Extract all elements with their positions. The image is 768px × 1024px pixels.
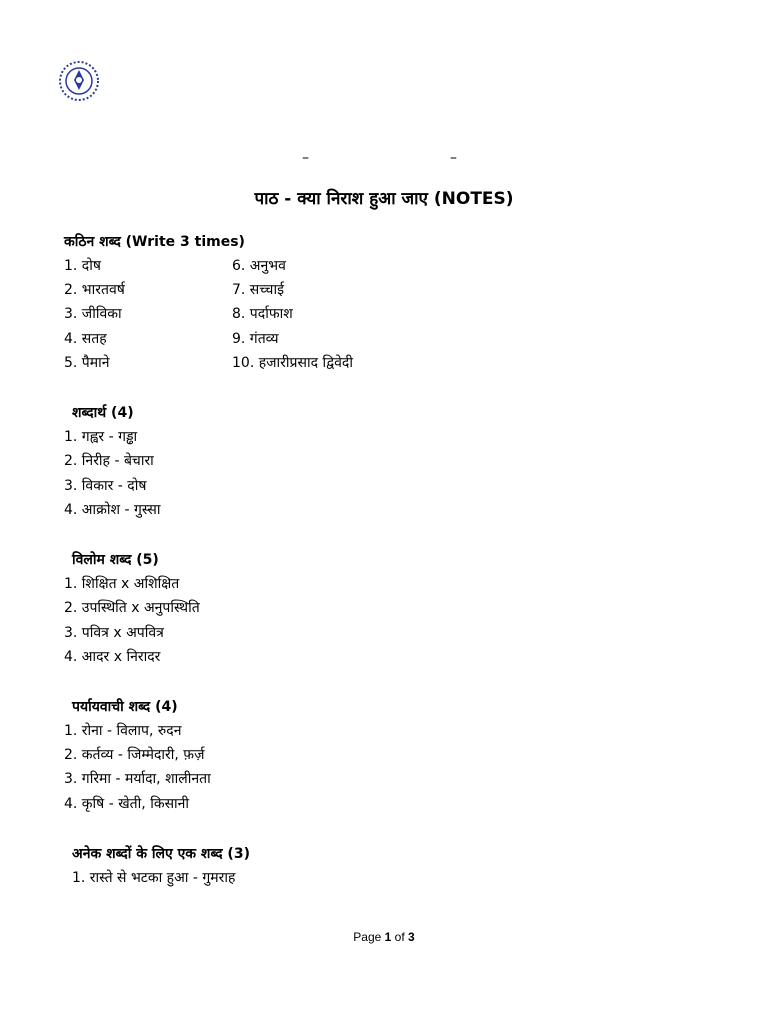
page-label: Page [353, 930, 382, 944]
list-item: 7. सच्चाई [232, 282, 284, 298]
list-item: 8. पर्दाफाश [232, 306, 293, 322]
list-item: 2. उपस्थिति x अनुपस्थिति [64, 600, 200, 616]
list-item: 2. निरीह - बेचारा [64, 453, 154, 469]
list-item: 9. गंतव्य [232, 331, 279, 347]
anek-heading: अनेक शब्दों के लिए एक शब्द (3) [72, 846, 250, 862]
list-item: 1. शिक्षित x अशिक्षित [64, 576, 180, 592]
header-dash-left: – [302, 150, 309, 166]
list-item: 4. आक्रोश - गुस्सा [64, 502, 161, 518]
vilom-heading: विलोम शब्द (5) [72, 552, 159, 568]
school-logo [58, 60, 100, 102]
list-item: 1. रास्ते से भटका हुआ - गुमराह [72, 870, 236, 886]
list-item: 3. पवित्र x अपवित्र [64, 625, 164, 641]
list-item: 3. गरिमा - मर्यादा, शालीनता [64, 771, 211, 787]
list-item: 3. विकार - दोष [64, 478, 147, 494]
header-dash-right: – [450, 150, 457, 166]
shabdarth-heading: शब्दार्थ (4) [72, 405, 134, 421]
list-item: 5. पैमाने [64, 355, 110, 371]
list-item: 2. कर्तव्य - जिम्मेदारी, फ़र्ज़ [64, 747, 205, 763]
list-item: 4. सतह [64, 331, 107, 347]
paryayvachi-heading: पर्यायवाची शब्द (4) [72, 699, 178, 715]
page-number: 1 [384, 930, 392, 944]
total-pages: 3 [408, 930, 415, 944]
page-footer [0, 930, 768, 944]
list-item: 10. हजारीप्रसाद द्विवेदी [232, 355, 353, 371]
list-item: 2. भारतवर्ष [64, 282, 125, 298]
of-label: of [394, 930, 405, 944]
list-item: 4. कृषि - खेती, किसानी [64, 796, 190, 812]
list-item: 4. आदर x निरादर [64, 649, 161, 665]
list-item: 1. गह्वर - गड्ढा [64, 429, 138, 445]
list-item: 6. अनुभव [232, 258, 286, 274]
kathin-heading: कठिन शब्द (Write 3 times) [64, 234, 245, 250]
list-item: 1. दोष [64, 258, 101, 274]
list-item: 1. रोना - विलाप, रुदन [64, 723, 182, 739]
list-item: 3. जीविका [64, 306, 122, 322]
page-title: पाठ - क्या निराश हुआ जाए (NOTES) [254, 189, 514, 209]
